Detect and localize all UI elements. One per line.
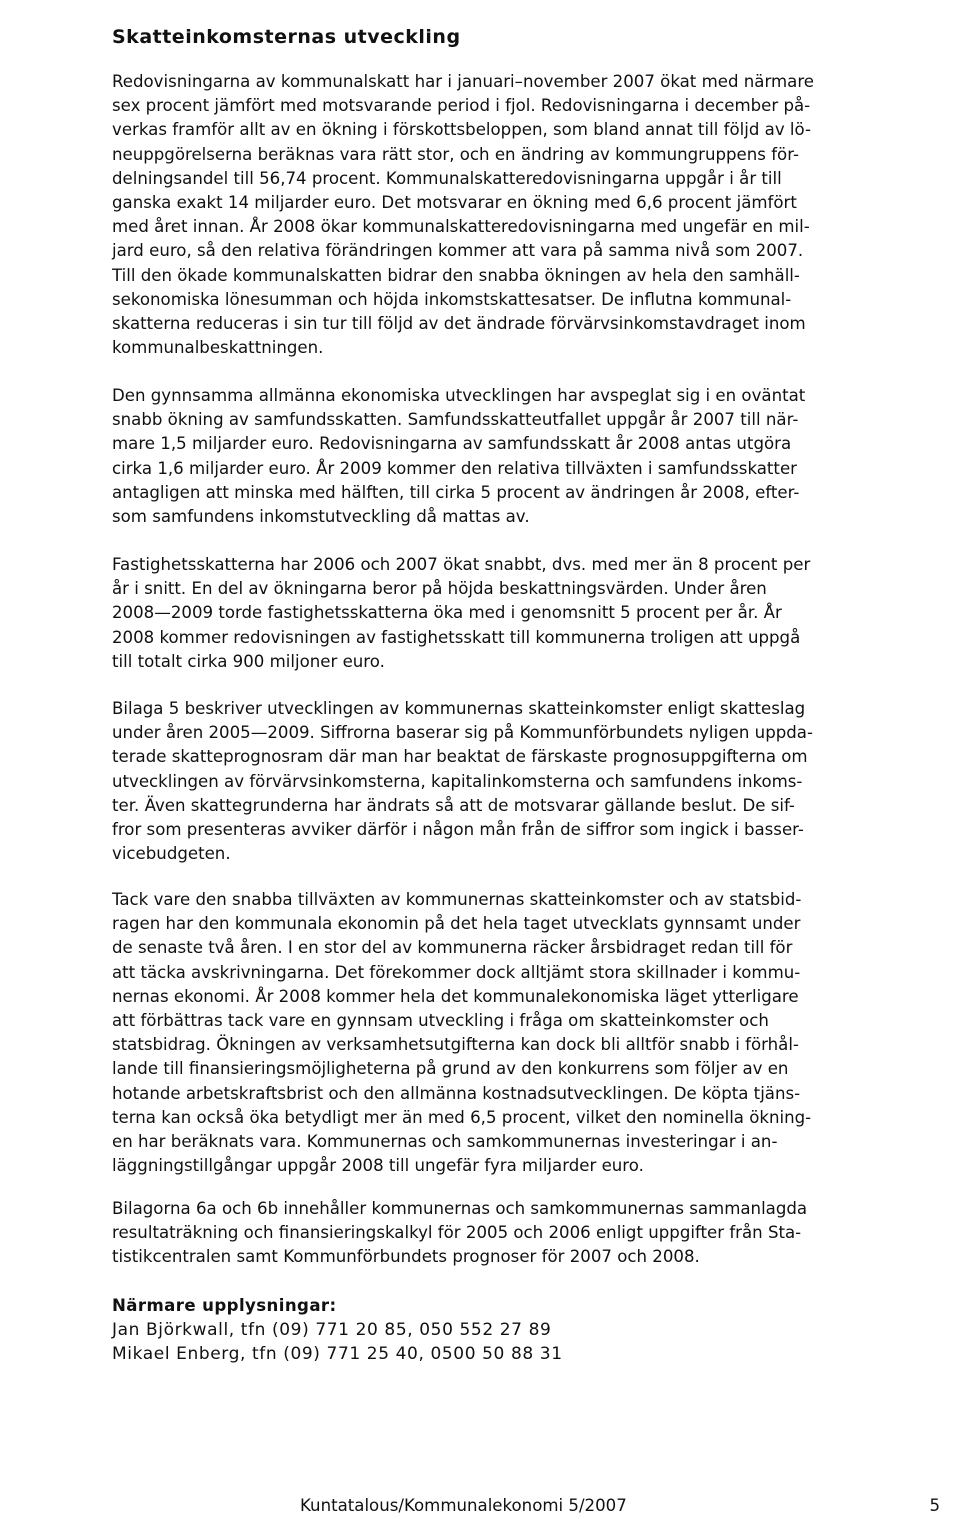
text-line: Den gynnsamma allmänna ekonomiska utvecklingen har avspeglat sig i en oväntat (112, 386, 806, 405)
contact-row: Jan Björkwall, tfn (09) 771 20 85, 050 552 27 89 (112, 1320, 552, 1340)
page-number: 5 (929, 1496, 940, 1515)
text-line: kommunalbeskattningen. (112, 338, 324, 358)
text-line: jard euro, så den relativa förändringen kommer att vara på samma nivå som 2007. (112, 241, 804, 261)
paragraph-fastighetsskatt (112, 553, 942, 674)
text-line: terade skatteprognosram där man har beaktat de färskaste prognosuppgifterna om (112, 747, 808, 767)
text-line: att förbättras tack vare en gynnsam utveckling i fråga om skatteinkomster och (112, 1011, 769, 1031)
text-line: nernas ekonomi. År 2008 kommer hela det kommunalekonomiska läget ytterligare (112, 986, 799, 1006)
text-line: ragen har den kommunala ekonomin på det hela taget utvecklats gynnsamt under (112, 914, 801, 934)
text-line: de senaste två åren. I en stor del av kommunerna räcker årsbidraget redan till för (112, 938, 793, 958)
paragraph-bilagorna-6 (112, 1197, 942, 1270)
text-line: Till den ökade kommunalskatten bidrar den snabba ökningen av hela den samhäll- (112, 265, 800, 285)
text-line: som samfundens inkomstutveckling då mattas av. (112, 507, 530, 527)
text-line: vicebudgeten. (112, 844, 231, 864)
text-line: terna kan också öka betydligt mer än med 6,5 procent, vilket den nominella ökning- (112, 1107, 812, 1127)
text-line: fror som presenteras avviker därför i någon mån från de siffror som ingick i basser- (112, 820, 804, 840)
paragraph-samfundsskatt (112, 384, 942, 529)
paragraph-bilaga-5 (112, 697, 942, 866)
text-line: mare 1,5 miljarder euro. Redovisningarna av samfundsskatt år 2008 antas utgöra (112, 434, 792, 454)
text-line: Tack vare den snabba tillväxten av kommunernas skatteinkomster och av statsbid- (112, 890, 802, 909)
text-line: antagligen att minska med hälften, till cirka 5 procent av ändringen år 2008, efter- (112, 482, 800, 502)
text-line: ganska exakt 14 miljarder euro. Det motsvarar en ökning med 6,6 procent jämfört (112, 193, 797, 213)
text-line: cirka 1,6 miljarder euro. År 2009 kommer den relativa tillväxten i samfundsskatter (112, 458, 797, 478)
text-line: lande till finansieringsmöjligheterna på grund av den konkurrens som följer av en (112, 1059, 789, 1079)
text-line: neuppgörelserna beräknas vara rätt stor, och en ändring av kommungruppens för- (112, 144, 799, 164)
text-line: sekonomiska lönesumman och höjda inkomstskattesatser. De influtna kommunal- (112, 289, 792, 309)
text-line: utvecklingen av förvärvsinkomsterna, kapitalinkomsterna och samfundens inkoms- (112, 771, 803, 791)
paragraph-kommunalskatt (112, 70, 942, 360)
text-line: läggningstillgångar uppgår 2008 till ungefär fyra miljarder euro. (112, 1156, 644, 1176)
text-line: med året innan. År 2008 ökar kommunalskatteredovisningarna med ungefär en mil- (112, 217, 810, 237)
contact-row: Mikael Enberg, tfn (09) 771 25 40, 0500 50 88 31 (112, 1344, 563, 1364)
contact-info (112, 1294, 942, 1366)
text-line: 2008 kommer redovisningen av fastighetsskatt till kommunerna troligen att uppgå (112, 627, 801, 647)
text-line: skatterna reduceras i sin tur till följd av det ändrade förvärvsinkomstavdraget inom (112, 314, 806, 334)
text-line: att täcka avskrivningarna. Det förekommer dock alltjämt stora skillnader i kommu- (112, 962, 801, 982)
text-line: Bilaga 5 beskriver utvecklingen av kommunernas skatteinkomster enligt skatteslag (112, 699, 806, 718)
text-line: snabb ökning av samfundsskatten. Samfundsskatteutfallet uppgår år 2007 till när- (112, 410, 799, 430)
publication-title: Kuntatalous/Kommunalekonomi 5/2007 (300, 1496, 627, 1515)
text-line: Fastighetsskatterna har 2006 och 2007 ökat snabbt, dvs. med mer än 8 procent per (112, 555, 811, 574)
text-line: till totalt cirka 900 miljoner euro. (112, 651, 385, 671)
text-line: år i snitt. En del av ökningarna beror på höjda beskattningsvärden. Under åren (112, 579, 767, 599)
text-line: statsbidrag. Ökningen av verksamhetsutgifterna kan dock bli alltför snabb i förhål- (112, 1035, 799, 1055)
text-line: delningsandel till 56,74 procent. Kommunalskatteredovisningarna uppgår i år till (112, 168, 782, 188)
text-line: under åren 2005—2009. Siffrorna baserar sig på Kommunförbundets nyligen uppda- (112, 723, 813, 743)
text-line: Redovisningarna av kommunalskatt har i januari–november 2007 ökat med närmare (112, 72, 814, 91)
text-line: en har beräknats vara. Kommunernas och samkommunernas investeringar i an- (112, 1132, 778, 1152)
paragraph-kommunal-ekonomi (112, 888, 942, 1178)
text-line: verkas framför allt av en ökning i förskottsbeloppen, som bland annat till följd av lö- (112, 120, 811, 140)
text-line: sex procent jämfört med motsvarande period i fjol. Redovisningarna i december på- (112, 96, 811, 116)
contact-heading: Närmare upplysningar: (112, 1296, 337, 1315)
text-line: ter. Även skattegrunderna har ändrats så att de motsvarar gällande beslut. De sif- (112, 795, 795, 815)
text-line: tistikcentralen samt Kommunförbundets prognoser för 2007 och 2008. (112, 1247, 700, 1267)
section-heading: Skatteinkomsternas utveckling (112, 26, 461, 48)
text-line: hotande arbetskraftsbrist och den allmänna kostnadsutvecklingen. De köpta tjäns- (112, 1083, 801, 1103)
text-line: Bilagorna 6a och 6b innehåller kommunernas och samkommunernas sammanlagda (112, 1199, 808, 1218)
text-line: 2008—2009 torde fastighetsskatterna öka med i genomsnitt 5 procent per år. År (112, 603, 782, 623)
text-line: resultaträkning och finansieringskalkyl för 2005 och 2006 enligt uppgifter från Sta- (112, 1223, 802, 1243)
